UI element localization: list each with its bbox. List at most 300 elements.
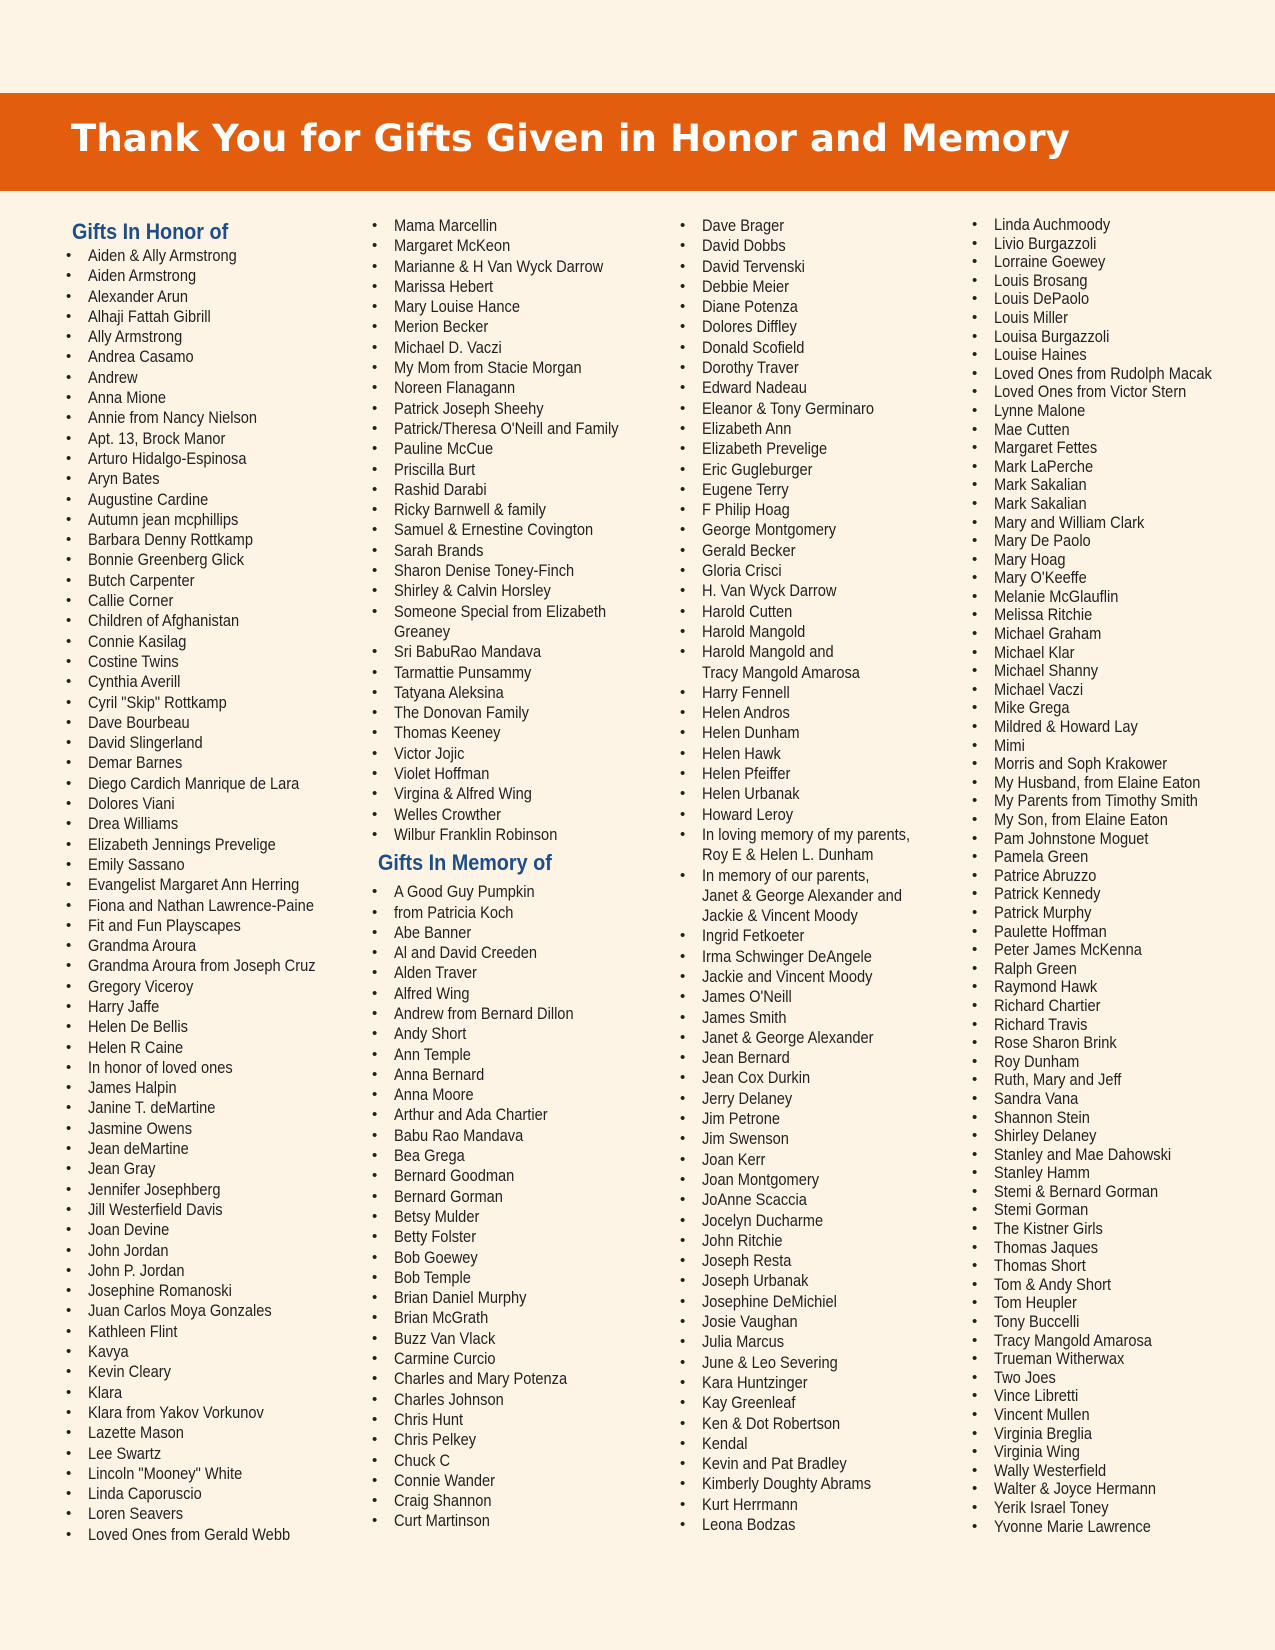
list-item <box>968 830 1268 849</box>
list-item-text: Livio Burgazzoli <box>994 233 1097 253</box>
list-item-text: Lincoln "Mooney" White <box>88 1463 243 1483</box>
list-item-text: Lazette Mason <box>88 1423 184 1443</box>
list-item-text: Eugene Terry <box>702 479 789 499</box>
list-item-text: Louise Haines <box>994 345 1087 365</box>
list-item-text: James O'Neill <box>702 987 792 1007</box>
list-item-text: Gregory Viceroy <box>88 976 194 996</box>
list-item <box>62 997 352 1017</box>
list-item-text: Tom & Andy Short <box>994 1274 1112 1294</box>
list-item <box>368 236 663 256</box>
list-item-text: Stemi Gorman <box>994 1200 1089 1220</box>
list-item <box>62 1139 352 1159</box>
list-item-text: Michael D. Vaczi <box>394 337 502 357</box>
list-item-text: Kendal <box>702 1433 748 1453</box>
list-item-text: Rashid Darabi <box>394 479 487 499</box>
list-item-text: Aryn Bates <box>88 469 160 489</box>
list-item-text: Anna Mione <box>88 388 167 408</box>
list-item-text: The Kistner Girls <box>994 1219 1103 1239</box>
list-item-line: • Harold Mangold and <box>702 642 834 662</box>
list-item-text: Mae Cutten <box>994 419 1070 439</box>
list-item-text: Kevin and Pat Bradley <box>702 1454 847 1474</box>
list-item-text: Marianne & H Van Wyck Darrow <box>394 256 604 276</box>
list-item-text: Patrick Murphy <box>994 902 1092 922</box>
list-item <box>62 1038 352 1058</box>
list-item <box>676 581 966 601</box>
list-item-text: John P. Jordan <box>88 1260 185 1280</box>
list-item-text: Dolores Viani <box>88 794 175 814</box>
list-item <box>62 835 352 855</box>
list-item-text: Mike Grega <box>994 698 1070 718</box>
list-item <box>368 805 663 825</box>
list-item <box>368 703 663 723</box>
list-item <box>968 1071 1268 1090</box>
list-item-line: Tracy Mangold Amarosa <box>702 662 860 682</box>
list-item-text: Virginia Breglia <box>994 1423 1093 1443</box>
list-item-text: Butch Carpenter <box>88 570 195 590</box>
list-item-text: Lorraine Goewey <box>994 252 1106 272</box>
list-item <box>368 1390 663 1410</box>
honor-heading: Gifts In Honor of <box>72 219 229 244</box>
list-item-text: Stanley and Mae Dahowski <box>994 1144 1172 1164</box>
list-item-text: Mary Louise Hance <box>394 297 520 317</box>
list-item-text: Buzz Van Vlack <box>394 1328 496 1348</box>
list-item-text: Kay Greenleaf <box>702 1393 796 1413</box>
list-item <box>62 1241 352 1261</box>
list-item-text: Al and David Creeden <box>394 943 538 963</box>
list-item-text: Janine T. deMartine <box>88 1098 216 1118</box>
list-item-text: Morris and Soph Krakower <box>994 754 1168 774</box>
list-item-text: My Son, from Elaine Eaton <box>994 810 1168 829</box>
list-item <box>368 1491 663 1511</box>
list-item-text: Joan Kerr <box>702 1149 766 1169</box>
list-item-text: John Jordan <box>88 1240 169 1260</box>
list-item-text: Abe Banner <box>394 922 472 942</box>
list-item-text: Fiona and Nathan Lawrence-Paine <box>88 895 314 915</box>
list-item-text: Vincent Mullen <box>994 1405 1090 1424</box>
list-item-text: Vince Libretti <box>994 1386 1079 1406</box>
list-item <box>62 1484 352 1504</box>
list-item-text: Ruth, Mary and Jeff <box>994 1070 1122 1090</box>
list-item <box>368 297 663 317</box>
list-item-text: Brian Daniel Murphy <box>394 1288 527 1308</box>
list-item <box>968 532 1268 551</box>
list-item-text: Loved Ones from Gerald Webb <box>88 1524 291 1544</box>
list-item <box>368 338 663 358</box>
list-item-text: Anna Moore <box>394 1085 474 1105</box>
list-item <box>62 977 352 997</box>
list-item-text: Bob Temple <box>394 1267 471 1287</box>
list-item-text: Drea Williams <box>88 814 179 834</box>
list-item <box>968 699 1268 718</box>
honor-list-1 <box>62 246 352 1545</box>
list-item-text: Gloria Crisci <box>702 561 782 581</box>
list-item <box>968 1239 1268 1258</box>
list-item-text: Grandma Aroura from Joseph Cruz <box>88 956 316 976</box>
list-item <box>62 1444 352 1464</box>
list-item-text: Babu Rao Mandava <box>394 1125 524 1145</box>
list-item <box>62 652 352 672</box>
list-item <box>968 476 1268 495</box>
list-item <box>676 642 966 683</box>
list-item-text: Dave Bourbeau <box>88 712 190 732</box>
list-item <box>62 1220 352 1240</box>
list-item-text: Barbara Denny Rottkamp <box>88 530 253 550</box>
list-item <box>62 1342 352 1362</box>
list-item-text: Kara Huntzinger <box>702 1372 808 1392</box>
list-item <box>676 1068 966 1088</box>
list-item-text: Betsy Mulder <box>394 1206 480 1226</box>
list-item-line: Jackie & Vincent Moody <box>702 906 858 926</box>
list-item <box>968 235 1268 254</box>
list-item <box>968 848 1268 867</box>
list-item <box>368 1126 663 1146</box>
list-item <box>676 297 966 317</box>
list-item <box>368 500 663 520</box>
list-item <box>968 328 1268 347</box>
list-item <box>62 1301 352 1321</box>
list-item <box>368 663 663 683</box>
list-item-text: Trueman Witherwax <box>994 1349 1125 1369</box>
list-item-text: Debbie Meier <box>702 276 789 296</box>
list-item-text: Klara <box>88 1382 123 1402</box>
list-item-text: Helen Pfeiffer <box>702 764 791 784</box>
list-item-text: Arturo Hidalgo-Espinosa <box>88 448 247 468</box>
list-item <box>368 683 663 703</box>
list-item <box>968 1090 1268 1109</box>
list-item-text: Helen R Caine <box>88 1037 184 1057</box>
list-item <box>676 1089 966 1109</box>
list-item <box>676 419 966 439</box>
list-item-text: Louis Brosang <box>994 270 1088 290</box>
list-item <box>968 1313 1268 1332</box>
list-item-text <box>702 866 902 927</box>
list-item <box>676 1393 966 1413</box>
list-item-text: Mark Sakalian <box>994 493 1087 513</box>
list-item-text: Brian McGrath <box>394 1308 489 1328</box>
list-item-text: Virginia Wing <box>994 1442 1080 1462</box>
column-3 <box>676 216 966 1535</box>
list-item <box>368 561 663 581</box>
page-title: Thank You for Gifts Given in Honor and Memory <box>71 117 1070 160</box>
list-item-text: Bernard Gorman <box>394 1186 503 1206</box>
list-item <box>368 1511 663 1531</box>
list-item <box>968 755 1268 774</box>
list-item-text <box>394 602 606 643</box>
list-item-text: Andy Short <box>394 1024 467 1044</box>
list-item <box>62 530 352 550</box>
list-item-text: Ralph Green <box>994 958 1077 978</box>
list-item-text: Craig Shannon <box>394 1491 492 1511</box>
list-item <box>368 460 663 480</box>
list-item-text: Jean Gray <box>88 1159 156 1179</box>
list-item <box>968 1443 1268 1462</box>
list-item <box>62 1159 352 1179</box>
list-item <box>676 460 966 480</box>
list-item-text: Sarah Brands <box>394 540 484 560</box>
list-item <box>62 1017 352 1037</box>
list-item <box>676 723 966 743</box>
list-item-text: Janet & George Alexander <box>702 1027 874 1047</box>
list-item-text: Harry Jaffe <box>88 996 160 1016</box>
list-item <box>62 266 352 286</box>
list-item-text: My Parents from Timothy Smith <box>994 791 1198 811</box>
list-item <box>62 1281 352 1301</box>
list-item <box>676 399 966 419</box>
list-item <box>368 1045 663 1065</box>
list-item <box>368 784 663 804</box>
list-item-text: Donald Scofield <box>702 337 805 357</box>
list-item <box>62 1525 352 1545</box>
list-item-text: Dave Brager <box>702 216 785 235</box>
list-item <box>968 346 1268 365</box>
list-item <box>676 744 966 764</box>
list-item-text: Tracy Mangold Amarosa <box>994 1330 1152 1350</box>
list-item <box>676 1353 966 1373</box>
list-item-text: H. Van Wyck Darrow <box>702 581 837 601</box>
list-item-text: Demar Barnes <box>88 753 183 773</box>
list-item-text: Jill Westerfield Davis <box>88 1199 223 1219</box>
list-item <box>968 1016 1268 1035</box>
list-item-line: • In memory of our parents, <box>702 865 870 885</box>
list-item <box>676 520 966 540</box>
list-item <box>676 1231 966 1251</box>
list-item <box>968 1518 1268 1537</box>
list-item <box>968 1257 1268 1276</box>
list-item <box>968 792 1268 811</box>
list-item <box>968 402 1268 421</box>
list-item <box>368 520 663 540</box>
list-item-text: David Slingerland <box>88 733 203 753</box>
list-item-line: Janet & George Alexander and <box>702 885 902 905</box>
list-item <box>62 246 352 266</box>
list-item-text: Shirley & Calvin Horsley <box>394 581 551 601</box>
list-item-text: Annie from Nancy Nielson <box>88 408 258 428</box>
list-item-text: Emily Sassano <box>88 854 185 874</box>
list-item <box>676 317 966 337</box>
list-item <box>676 1434 966 1454</box>
list-item-line: Greaney <box>394 621 451 641</box>
list-item <box>62 632 352 652</box>
list-item <box>368 480 663 500</box>
list-item <box>968 514 1268 533</box>
list-item <box>368 317 663 337</box>
list-item-text: Louis Miller <box>994 307 1068 327</box>
list-item <box>62 1403 352 1423</box>
list-item <box>676 378 966 398</box>
list-item <box>62 774 352 794</box>
list-item-text: The Donovan Family <box>394 703 529 723</box>
list-item-text: Anna Bernard <box>394 1064 485 1084</box>
list-item-text: Elizabeth Prevelige <box>702 439 828 459</box>
header-banner <box>0 93 1275 191</box>
list-item-text: Juan Carlos Moya Gonzales <box>88 1301 272 1321</box>
list-item <box>368 1085 663 1105</box>
list-item-text: Kevin Cleary <box>88 1362 171 1382</box>
list-item-text: Chris Pelkey <box>394 1430 477 1450</box>
list-item <box>368 1471 663 1491</box>
list-item <box>62 307 352 327</box>
list-item-text <box>702 825 910 866</box>
list-item-text: Harold Mangold <box>702 621 806 641</box>
list-item <box>62 713 352 733</box>
list-item-text: Apt. 13, Brock Manor <box>88 428 226 448</box>
list-item-text: Tony Buccelli <box>994 1312 1080 1332</box>
list-item-text: Samuel & Ernestine Covington <box>394 520 594 540</box>
list-item-text: Klara from Yakov Vorkunov <box>88 1402 264 1422</box>
list-item <box>968 941 1268 960</box>
list-item-text: Jim Swenson <box>702 1129 789 1149</box>
list-item <box>968 1425 1268 1444</box>
list-item <box>368 1004 663 1024</box>
list-item <box>676 805 966 825</box>
list-item <box>968 1220 1268 1239</box>
list-item <box>968 309 1268 328</box>
list-item <box>62 1098 352 1118</box>
list-item <box>968 458 1268 477</box>
list-item <box>62 916 352 936</box>
list-item-text: Irma Schwinger DeAngele <box>702 946 872 966</box>
list-item-text: Mary O'Keeffe <box>994 568 1087 588</box>
list-item-text: Loved Ones from Victor Stern <box>994 382 1187 402</box>
list-item <box>676 825 966 866</box>
list-item <box>968 681 1268 700</box>
list-item-text: Jerry Delaney <box>702 1088 793 1108</box>
list-item-text: Sandra Vana <box>994 1088 1079 1108</box>
list-item <box>676 216 966 236</box>
list-item <box>968 421 1268 440</box>
list-item-text: John Ritchie <box>702 1230 783 1250</box>
list-item <box>676 561 966 581</box>
list-item-text: Jackie and Vincent Moody <box>702 966 873 986</box>
list-item-text: Stemi & Bernard Gorman <box>994 1181 1159 1201</box>
list-item <box>368 257 663 277</box>
list-item-line: • Someone Special from Elizabeth <box>394 601 607 621</box>
list-item-text: Stanley Hamm <box>994 1163 1090 1183</box>
list-item-text: Kimberly Doughty Abrams <box>702 1474 872 1494</box>
list-item <box>62 1322 352 1342</box>
list-item-text: Bea Grega <box>394 1146 465 1166</box>
list-item-text: Fit and Fun Playscapes <box>88 915 241 935</box>
list-item-text <box>702 642 860 683</box>
list-item-text: Melanie McGlauflin <box>994 586 1119 606</box>
list-item <box>62 388 352 408</box>
list-item <box>368 358 663 378</box>
list-item <box>62 287 352 307</box>
list-item-text: Leona Bodzas <box>702 1515 796 1534</box>
list-item-text: Patrick Kennedy <box>994 884 1101 904</box>
list-item <box>676 1008 966 1028</box>
list-item <box>968 569 1268 588</box>
list-item-text: Mama Marcellin <box>394 216 498 235</box>
list-item <box>968 551 1268 570</box>
list-item <box>368 439 663 459</box>
list-item-text: Curt Martinson <box>394 1511 490 1531</box>
list-item <box>368 602 663 643</box>
list-item-text: Howard Leroy <box>702 804 794 824</box>
memory-list-2 <box>368 882 663 1532</box>
list-item-text: Mildred & Howard Lay <box>994 717 1138 737</box>
list-item <box>368 723 663 743</box>
list-item <box>676 1211 966 1231</box>
list-item-text: Josephine Romanoski <box>88 1281 232 1301</box>
list-item <box>676 1454 966 1474</box>
list-item-line: • In loving memory of my parents, <box>702 824 911 844</box>
list-item <box>62 591 352 611</box>
list-item <box>368 1146 663 1166</box>
list-item <box>62 1423 352 1443</box>
list-item-text: Harold Cutten <box>702 601 793 621</box>
list-item <box>368 1410 663 1430</box>
list-item-text: Jim Petrone <box>702 1109 781 1129</box>
list-item-text: Tatyana Aleksina <box>394 682 504 702</box>
list-item-text: Callie Corner <box>88 591 174 611</box>
list-item <box>676 1414 966 1434</box>
list-item-text: Louis DePaolo <box>994 289 1090 309</box>
list-item-text: Carmine Curcio <box>394 1349 496 1369</box>
list-item <box>968 253 1268 272</box>
list-item-text: Loved Ones from Rudolph Macak <box>994 363 1212 383</box>
list-item-text: Pam Johnstone Moguet <box>994 828 1149 848</box>
list-item-text: Peter James McKenna <box>994 940 1142 960</box>
list-item <box>676 277 966 297</box>
list-item <box>968 606 1268 625</box>
list-item-text: Sharon Denise Toney-Finch <box>394 561 575 581</box>
list-item <box>368 882 663 902</box>
list-item <box>62 571 352 591</box>
list-item <box>62 896 352 916</box>
list-item <box>62 347 352 367</box>
list-item-text: Bonnie Greenberg Glick <box>88 550 245 570</box>
list-item-text: Elizabeth Ann <box>702 418 792 438</box>
list-item <box>62 469 352 489</box>
list-item-text: Thomas Short <box>994 1256 1086 1276</box>
list-item-text: Ingrid Fetkoeter <box>702 926 805 946</box>
list-item-text: Linda Caporuscio <box>88 1484 202 1504</box>
list-item-text: Connie Wander <box>394 1470 496 1490</box>
list-item-text: Julia Marcus <box>702 1332 785 1352</box>
list-item <box>676 683 966 703</box>
list-item-text: Virgina & Alfred Wing <box>394 784 532 804</box>
list-item <box>968 1499 1268 1518</box>
list-item-text: Sri BabuRao Mandava <box>394 642 542 662</box>
memory-list-3 <box>676 216 966 1535</box>
list-item-text: Charles Johnson <box>394 1389 504 1409</box>
list-item <box>62 814 352 834</box>
list-item-text: Eric Gugleburger <box>702 459 813 479</box>
column-4 <box>968 216 1268 1536</box>
list-item <box>968 1109 1268 1128</box>
list-item <box>368 1268 663 1288</box>
list-item-text: David Tervenski <box>702 256 805 276</box>
list-item <box>676 480 966 500</box>
list-item-text: Andrew from Bernard Dillon <box>394 1003 574 1023</box>
list-item <box>676 703 966 723</box>
list-item <box>368 581 663 601</box>
list-item <box>676 1495 966 1515</box>
list-item <box>676 602 966 622</box>
list-item-text: Loren Seavers <box>88 1504 184 1524</box>
list-item-text: Grandma Aroura <box>88 936 197 956</box>
list-item-text: My Husband, from Elaine Eaton <box>994 772 1201 792</box>
list-item <box>368 1430 663 1450</box>
list-item-text: Arthur and Ada Chartier <box>394 1105 548 1125</box>
list-item-line: Roy E & Helen L. Dunham <box>702 845 874 865</box>
list-item-text: Lee Swartz <box>88 1443 162 1463</box>
list-item-text: Helen De Bellis <box>88 1017 188 1037</box>
list-item <box>368 1024 663 1044</box>
list-item-text: Chris Hunt <box>394 1409 464 1429</box>
list-item-text: Violet Hoffman <box>394 764 490 784</box>
